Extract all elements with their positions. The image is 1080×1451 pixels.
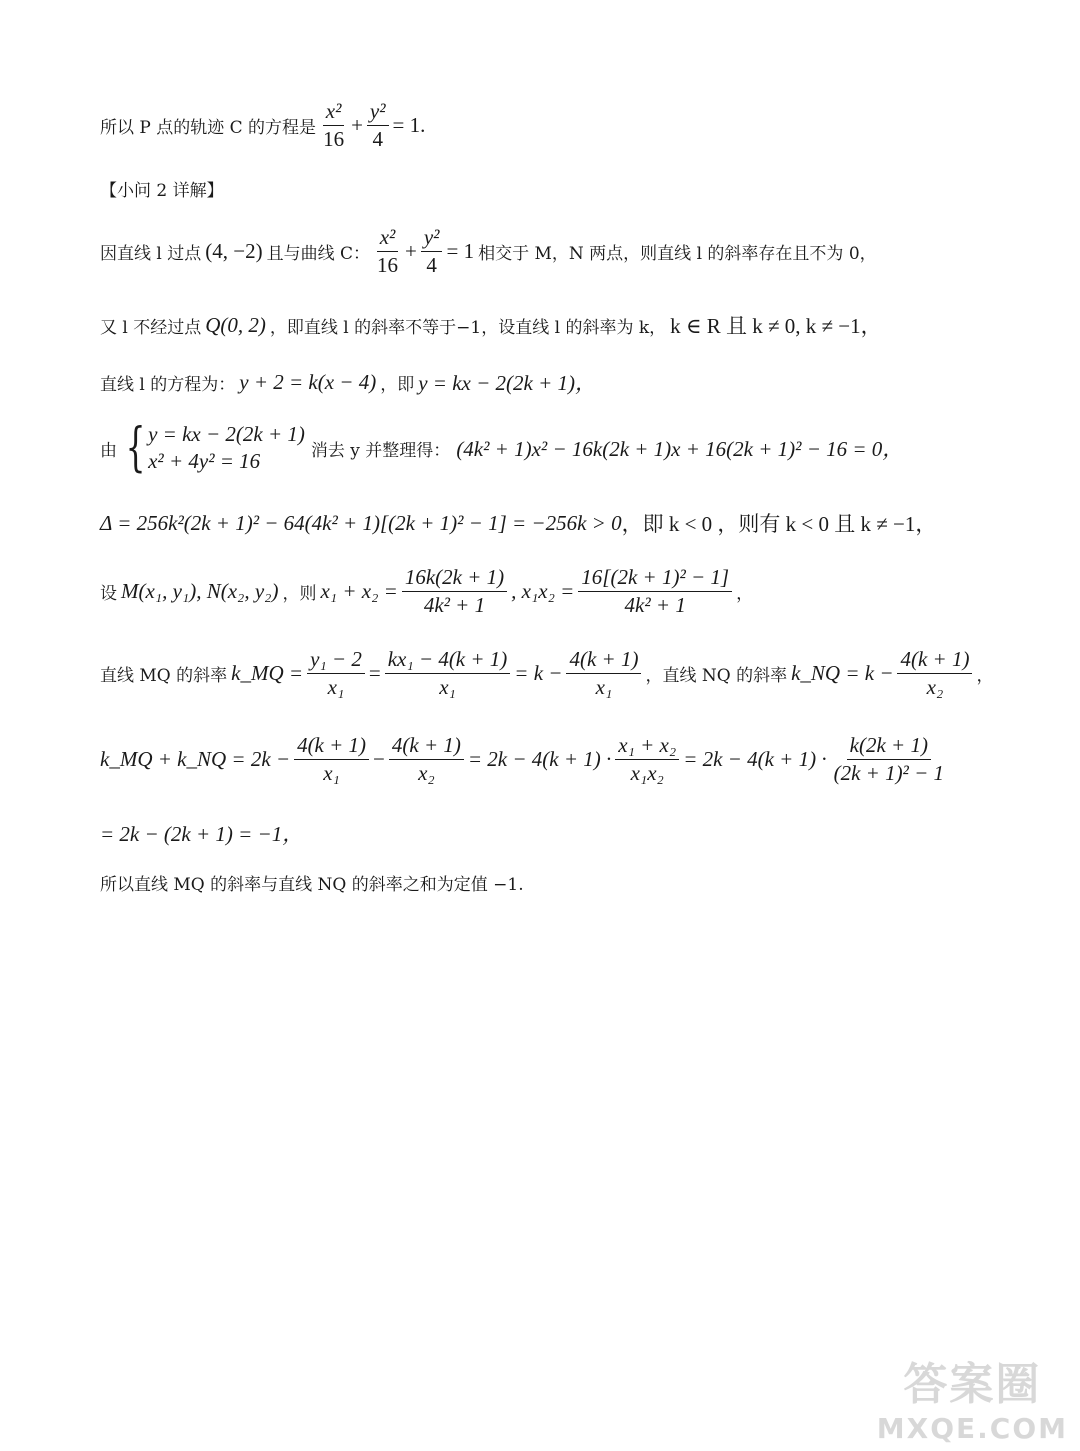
paragraph-slope-sum: k_MQ + k_NQ = 2k − $\frac{4(k + 1)}{\text{x₁}}$ − $\frac{4(k + 1)}{\text{x₂}}$ = 2k − 4(k + 1) · $\frac{\text{x₁ + x₂}}{\text{x₁x₂}}$ = 2k − 4(k + 1) · $\frac{k(2k + 1)}{\text{(2k + 1)² − 1}}$ xyxy=(100,734,951,785)
paragraph-line-intersect: 因直线 l 过点 (4, −2) 且与曲线 C： $\frac{\text{x²}}{16}$ + $\frac{\text{y²}}{4}$ = 1 相交于 M，N 两点，则直线 l 的斜率存在且不为 0， xyxy=(100,225,877,278)
fraction-y2-4-b: $\frac{\text{y²}}{4}$ xyxy=(421,226,443,277)
equation-system: { y = kx − 2(2k + 1) x² + 4y² = 16 xyxy=(125,418,305,478)
paragraph-not-through-q: 又 l 不经过点 Q(0, 2) ，即直线 l 的斜率不等于−1，设直线 l 的斜率为 k， k ∈ R 且 k ≠ 0, k ≠ −1， xyxy=(100,312,882,338)
section-title: 【小问 2 详解】 xyxy=(100,181,224,201)
fraction-slope-1: $\frac{\text{y₁ − 2}}{\text{x₁}}$ xyxy=(307,648,365,699)
paragraph-slopes: 直线 MQ 的斜率 k_MQ = $\frac{\text{y₁ − 2}}{\text{x₁}}$ = $\frac{\text{kx₁ − 4(k + 1)}}{\text{x₁}}$ = k − $\frac{4(k + 1)}{\text{x₁}}$ ，直线 NQ 的斜率 k_NQ = k − $\frac{4(k + 1)}{\text{x₂}}$ ， xyxy=(100,647,994,700)
paragraph-result: = 2k − (2k + 1) = −1， xyxy=(100,822,304,846)
text: 所以 P 点的轨迹 C 的方程是 xyxy=(100,118,317,139)
fraction-sum-1: $\frac{4(k + 1)}{\text{x₁}}$ xyxy=(294,734,369,785)
paragraph-final-conclusion: 所以直线 MQ 的斜率与直线 NQ 的斜率之和为定值 −1. xyxy=(100,875,524,895)
fraction-sum-2: $\frac{4(k + 1)}{\text{x₂}}$ xyxy=(389,734,464,785)
paragraph-discriminant: Δ = 256k²(2k + 1)² − 64(4k² + 1)[(2k + 1)² − 1] = −256k > 0 ，即 k < 0 ，则有 k < 0 且 k ≠ −1， xyxy=(100,510,937,536)
fraction-x2-16-b: $\frac{\text{x²}}{16}$ xyxy=(377,225,399,278)
fraction-slope-2: $\frac{\text{kx₁ − 4(k + 1)}}{\text{x₁}}$ xyxy=(385,648,511,699)
fraction-x2-16: $\frac{\text{x²}}{16}$ xyxy=(323,99,345,152)
fraction-sum: $\frac{16k(2k + 1)}{\text{4k² + 1}}$ xyxy=(402,566,507,617)
watermark-logo: 答案圈 MXQE.COM xyxy=(876,1359,1068,1445)
paragraph-system: 由 { y = kx − 2(2k + 1) x² + 4y² = 16 消去 y 并整理得： (4k² + 1)x² − 16k(2k + 1)x + 16(2k + 1)² − 16 = 0， xyxy=(100,418,904,478)
fraction-y2-4: $\frac{\text{y²}}{4}$ xyxy=(367,100,389,151)
fraction-slope-3: $\frac{4(k + 1)}{\text{x₁}}$ xyxy=(566,648,641,699)
fraction-slope-4: $\frac{4(k + 1)}{\text{x₂}}$ xyxy=(897,648,972,699)
paragraph-line-equation: 直线 l 的方程为： y + 2 = k(x − 4) ，即 y = kx − 2(2k + 1)， xyxy=(100,369,597,395)
brace: { xyxy=(125,418,146,478)
fraction-sum-4: $\frac{k(2k + 1)}{\text{(2k + 1)² − 1}}$ xyxy=(833,733,945,786)
conclusion-part1: 所以 P 点的轨迹 C 的方程是 $\frac{\text{x²}}{16}$ + $\frac{\text{y²}}{4}$ = 1. xyxy=(100,99,426,152)
fraction-product: $\frac{\text{16[(2k + 1)² − 1]}}{\text{4k² + 1}}$ xyxy=(578,566,732,617)
fraction-sum-3: $\frac{\text{x₁ + x₂}}{\text{x₁x₂}}$ xyxy=(615,734,679,785)
paragraph-vieta: 设 M(x₁, y₁), N(x₂, y₂) ，则 x₁ + x₂ = $\frac{16k(2k + 1)}{\text{4k² + 1}}$ , x₁x₂ = $\frac{\text{16[(2k + 1)² − 1]}}{\text{4k² + 1}}$ ， xyxy=(100,565,754,618)
